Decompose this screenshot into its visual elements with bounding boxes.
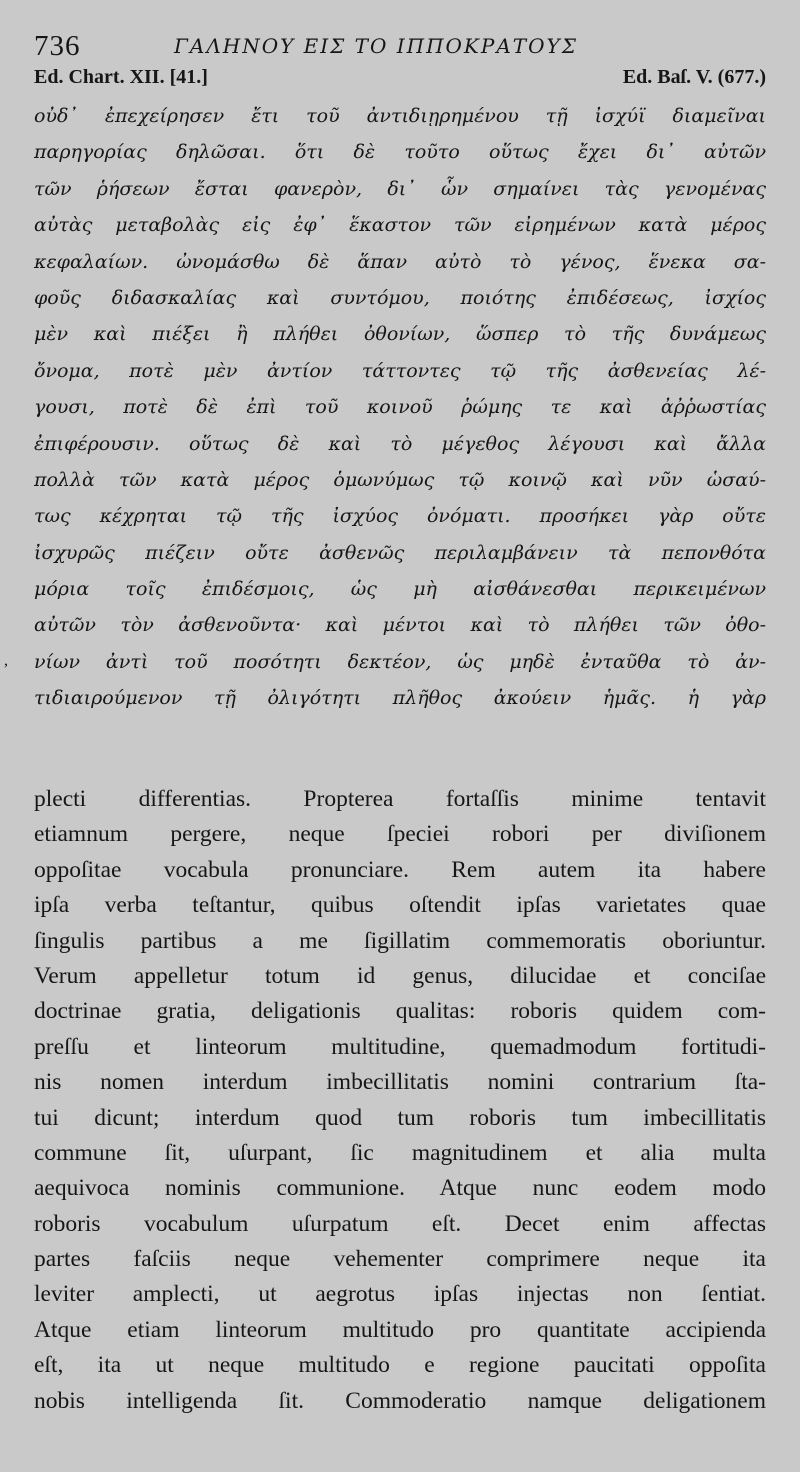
greek-line: τως κέχρηται τῷ τῆς ἰσχύος ὀνόματι. προσήκει γὰρ οὔτε: [34, 505, 766, 528]
margin-mark: ,: [4, 652, 8, 669]
greek-line: τιδιαιρούμενον τῇ ὀλιγότητι πλῆθος ἀκούειν ἡμᾶς. ἡ γὰρ: [34, 687, 766, 710]
page-number: 736: [34, 30, 81, 62]
latin-line: ſingulis partibus a me ſigillatim commemoratis oboriuntur.: [34, 927, 766, 954]
latin-line: Atque etiam linteorum multitudo pro quantitate accipienda: [34, 1316, 766, 1343]
greek-line: ἰσχυρῶς πιέζειν οὔτε ἀσθενῶς περιλαμβάνειν τὰ πεπονθότα: [34, 541, 766, 564]
greek-text-block: [34, 98, 766, 717]
greek-line: μὲν καὶ πιέξει ἢ πλήθει ὀθονίων, ὥσπερ τὸ τῆς δυνάμεως: [34, 323, 766, 346]
latin-line: etiamnum pergere, neque ſpeciei robori per diviſionem: [34, 821, 766, 848]
latin-line: tui dicunt; interdum quod tum roboris tum imbecillitatis: [34, 1104, 766, 1131]
greek-line: αὐτὰς μεταβολὰς εἰς ἐφ᾽ ἕκαστον τῶν εἰρημένων κατὰ μέρος: [34, 214, 766, 237]
greek-line: μόρια τοῖς ἐπιδέσμοις, ὡς μὴ αἰσθάνεσθαι περικειμένων: [34, 578, 766, 601]
page-header: [34, 30, 766, 70]
greek-line: αὐτῶν τὸν ἀσθενοῦντα· καὶ μέντοι καὶ τὸ πλήθει τῶν ὀθο-: [34, 614, 766, 637]
greek-line: παρηγορίας δηλῶσαι. ὅτι δὲ τοῦτο οὕτως ἔχει δι᾽ αὐτῶν: [34, 141, 766, 164]
latin-line: nis nomen interdum imbecillitatis nomini contrarium ſta-: [34, 1069, 766, 1096]
edition-reference-line: [34, 66, 766, 94]
latin-line: nobis intelligenda ſit. Commoderatio namque deligationem: [34, 1387, 766, 1414]
greek-line: νίων ἀντὶ τοῦ ποσότητι δεκτέον, ὡς μηδὲ ἐνταῦθα τὸ ἀν-: [34, 650, 766, 673]
latin-line: doctrinae gratia, deligationis qualitas: roboris quidem com-: [34, 998, 766, 1025]
latin-line: plecti differentias. Propterea fortaſſis minime tentavit: [34, 786, 766, 812]
edition-reference-right: Ed. Baſ. V. (677.): [622, 66, 766, 88]
latin-line: ipſa verba teſtantur, quibus oſtendit ipſas varietates quae: [34, 892, 766, 919]
latin-line: aequivoca nominis communione. Atque nunc eodem modo: [34, 1175, 766, 1202]
latin-line: Verum appelletur totum id genus, dilucidae et conciſae: [34, 962, 766, 989]
greek-line: γουσι, ποτὲ δὲ ἐπὶ τοῦ κοινοῦ ῥώμης τε καὶ ἀῤῥωστίας: [34, 396, 766, 419]
latin-line: leviter amplecti, ut aegrotus ipſas injectas non ſentiat.: [34, 1281, 766, 1308]
greek-line: ἐπιφέρουσιν. οὕτως δὲ καὶ τὸ μέγεθος λέγουσι καὶ ἄλλα: [34, 432, 766, 455]
greek-line: τῶν ῥήσεων ἔσται φανερὸν, δι᾽ ὧν σημαίνει τὰς γενομένας: [34, 177, 766, 200]
latin-line: roboris vocabulum uſurpatum eſt. Decet enim affectas: [34, 1210, 766, 1237]
greek-line: φοῦς διδασκαλίας καὶ συντόμου, ποιότης ἐπιδέσεως, ἰσχίος: [34, 286, 766, 309]
latin-line: oppoſitae vocabula pronunciare. Rem autem ita habere: [34, 856, 766, 883]
edition-reference-left: Ed. Chart. XII. [41.]: [34, 66, 208, 88]
greek-line: πολλὰ τῶν κατὰ μέρος ὁμωνύμως τῷ κοινῷ καὶ νῦν ὡσαύ-: [34, 468, 766, 491]
latin-line: eſt, ita ut neque multitudo e regione paucitati oppoſita: [34, 1352, 766, 1379]
latin-line: commune ſit, uſurpant, ſic magnitudinem et alia multa: [34, 1139, 766, 1166]
latin-line: preſſu et linteorum multitudine, quemadmodum fortitudi-: [34, 1033, 766, 1060]
greek-line: κεφαλαίων. ὠνομάσθω δὲ ἅπαν αὐτὸ τὸ γένος, ἕνεκα σα-: [34, 250, 766, 273]
latin-text-block: [34, 782, 766, 1419]
running-title: ΓΑΛΗΝΟΥ ΕΙΣ ΤΟ ΙΠΠΟΚΡΑΤΟΥΣ: [174, 34, 578, 58]
greek-line: οὐδ᾽ ἐπεχείρησεν ἔτι τοῦ ἀντιδιῃρημένου τῇ ἰσχύϊ διαμεῖναι: [34, 105, 766, 127]
greek-line: ὄνομα, ποτὲ μὲν ἀντίον τάττοντες τῷ τῆς ἀσθενείας λέ-: [34, 359, 766, 382]
latin-line: partes faſciis neque vehementer comprimere neque ita: [34, 1246, 766, 1273]
